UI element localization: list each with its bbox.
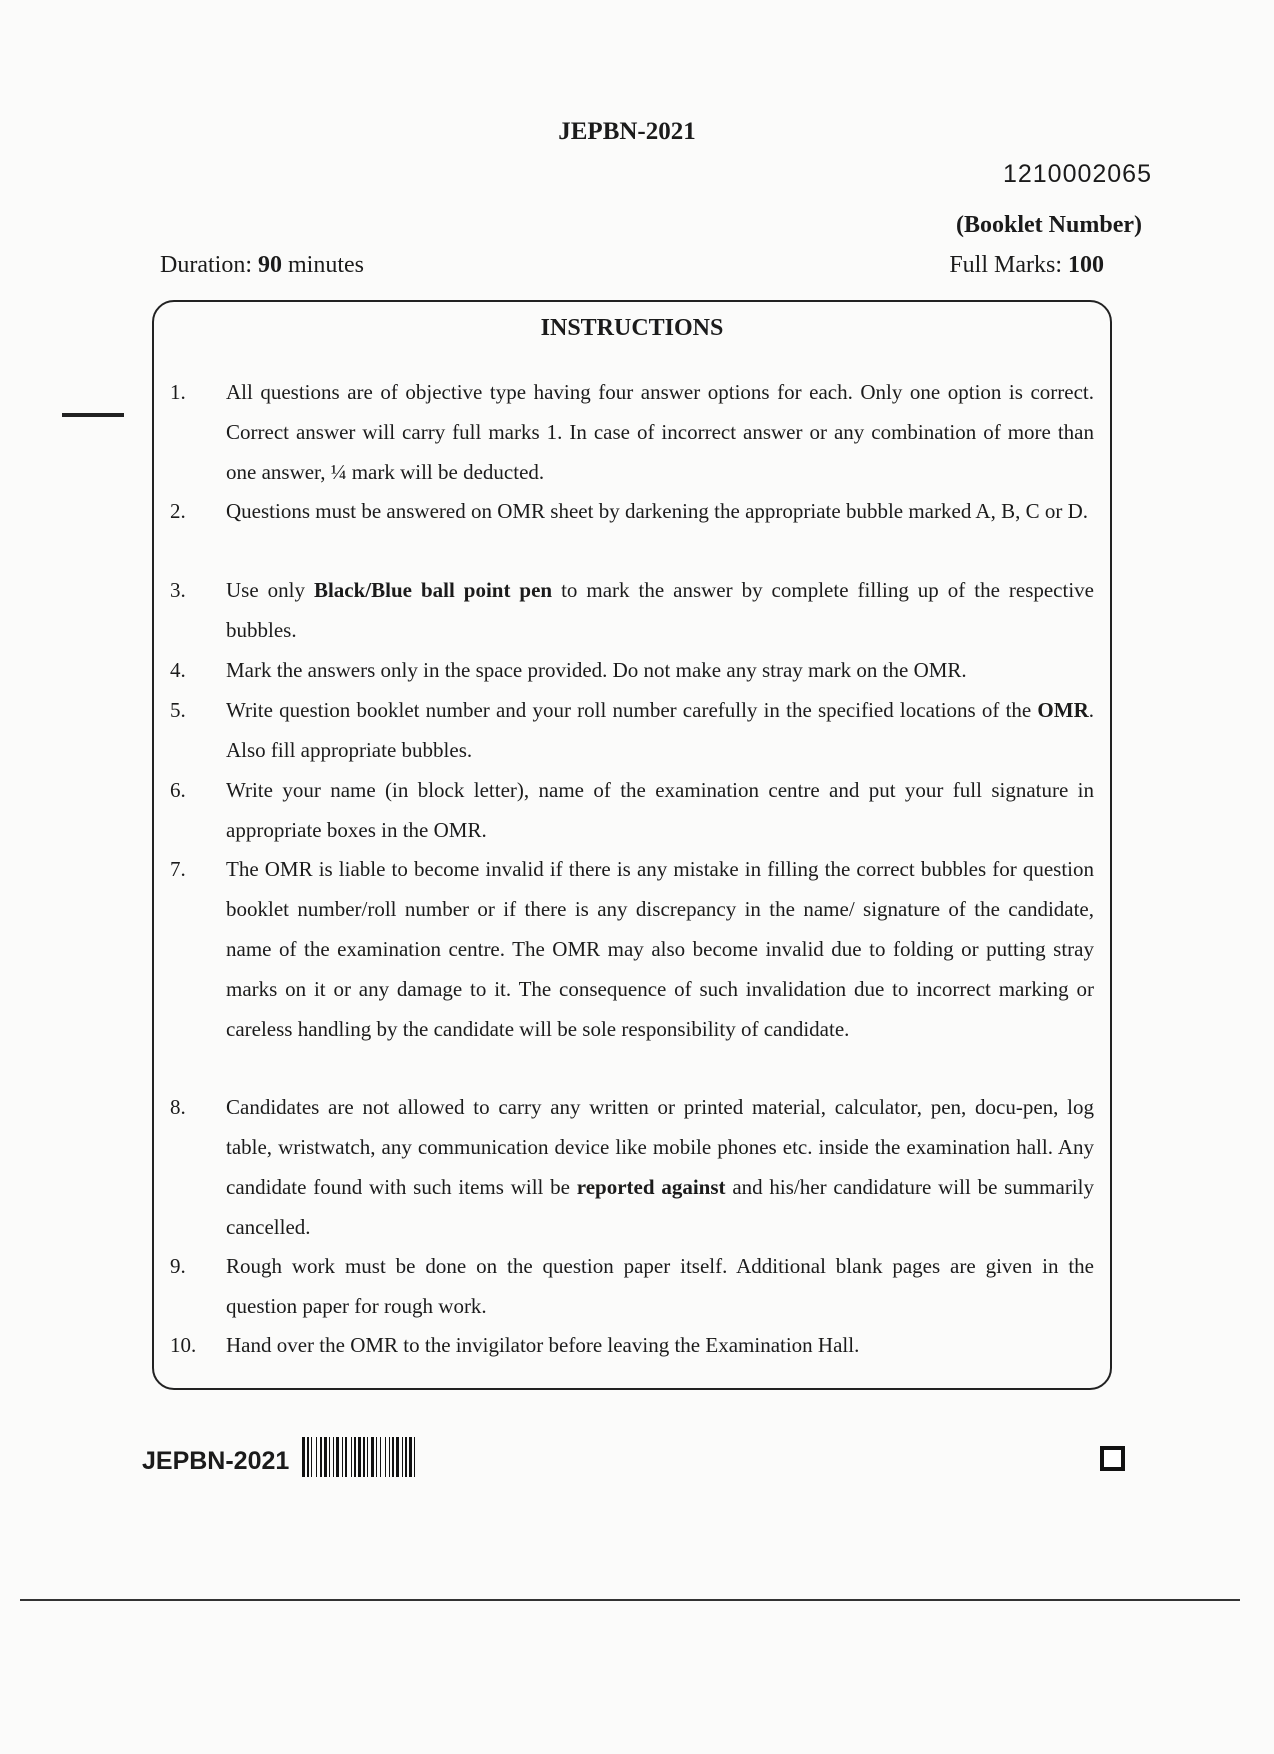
barcode-bar [392,1437,394,1477]
barcode-bar [376,1437,377,1477]
exam-code-title: JEPBN-2021 [558,118,696,145]
barcode-bar [320,1437,322,1477]
barcode-bar [402,1437,403,1477]
instruction-number: 6. [170,778,186,802]
instruction-segment: Candidates are not allowed to carry any written or printed material, calculator, pen, docu-pen, log table, wristwatch, any communication device like mobile phones etc. inside the examination hall. Any candidate found with such items will be [226,1095,1094,1199]
barcode-bar [367,1437,368,1477]
full-marks-label: Full Marks: [949,252,1068,278]
barcode-bar [307,1437,309,1477]
barcode-bar [302,1437,305,1477]
instruction-segment: to mark the answer by complete filling up of the respective bubbles. [226,578,1094,642]
instruction-segment-bold: reported against [576,1175,726,1199]
instruction-text [226,650,1094,690]
booklet-number-label: (Booklet Number) [956,212,1142,238]
instruction-segment-bold: Black/Blue ball point pen [313,578,553,602]
barcode-bar [405,1437,407,1477]
instruction-number: 10. [170,1333,197,1357]
instruction-number: 4. [170,658,186,682]
barcode-bar [385,1437,386,1477]
barcode-bar [311,1437,312,1477]
instruction-segment: The OMR is liable to become invalid if there is any mistake in filling the correct bubbles for question booklet number/roll number or if there is any discrepancy in the name/ signature of the candidate, name of the examination centre. The OMR may also become invalid due to folding or putting stray marks on it or any damage to it. The consequence of such invalidation due to incorrect marking or careless handling by the candidate will be sole responsibility of candidate. [226,857,1094,1041]
instruction-text [226,1246,1094,1326]
margin-mark [62,413,124,417]
instruction-text [226,491,1094,531]
instruction-segment: Rough work must be done on the question paper itself. Additional blank pages are given in the question paper for rough work. [226,1254,1094,1318]
barcode-bar [329,1437,330,1477]
instruction-number: 3. [170,578,186,602]
instruction-segment: Write your name (in block letter), name of the examination centre and put your full signature in appropriate boxes in the OMR. [226,778,1094,842]
barcode-bar [380,1437,381,1477]
barcode-bar [396,1437,399,1477]
instruction-segment: and his/her candidature will be summarily cancelled. [226,1175,1095,1239]
barcode-bar [371,1437,374,1477]
bottom-rule [20,1599,1240,1601]
instruction-text [226,690,1094,770]
duration [160,252,364,279]
instruction-segment: . Also fill appropriate bubbles. [226,698,1094,762]
instruction-number: 5. [170,698,186,722]
instruction-text [226,570,1094,650]
barcode-bar [409,1437,412,1477]
barcode-bar [389,1437,390,1477]
instruction-segment: Hand over the OMR to the invigilator before leaving the Examination Hall. [226,1333,860,1357]
footer-exam-code: JEPBN-2021 [142,1447,290,1475]
barcode-bar [345,1437,347,1477]
duration-unit: minutes [281,252,364,278]
barcode-bar [363,1437,365,1477]
instruction-text [226,849,1094,1049]
barcode-bar [351,1437,352,1477]
registration-square-icon [1100,1446,1125,1471]
full-marks-value: 100 [1068,252,1104,278]
instruction-segment: Use only [226,578,314,602]
barcode-bar [336,1437,339,1477]
barcode-bar [414,1437,415,1477]
instruction-text [226,1325,1094,1365]
instruction-segment: All questions are of objective type having four answer options for each. Only one option is correct. Correct answer will carry full marks 1. In case of incorrect answer or any combination of more than one answer, ¼ mark will be deducted. [226,380,1094,484]
instruction-text [226,770,1094,850]
duration-value: 90 [257,252,282,278]
barcode-bar [358,1437,361,1477]
barcode-bar [342,1437,343,1477]
barcode-bar [316,1437,317,1477]
instruction-segment: Questions must be answered on OMR sheet by darkening the appropriate bubble marked A, B, C or D. [226,499,1088,523]
instruction-segment: Write question booklet number and your roll number carefully in the specified locations of the [226,698,1038,722]
barcode-bar [333,1437,334,1477]
instructions-title: INSTRUCTIONS [540,315,724,341]
barcode-bar [354,1437,356,1477]
instruction-number: 8. [170,1095,186,1119]
instruction-segment-bold: OMR [1037,698,1089,722]
instruction-text [226,372,1094,492]
booklet-number: 1210002065 [1002,160,1152,188]
barcode-icon [302,1437,530,1477]
instruction-number: 9. [170,1254,186,1278]
barcode-bar [324,1437,327,1477]
instruction-segment: Mark the answers only in the space provided. Do not make any stray mark on the OMR. [226,658,967,682]
instruction-number: 1. [170,380,186,404]
instruction-number: 7. [170,857,186,881]
duration-label: Duration: [160,252,258,278]
full-marks [949,252,1104,279]
instruction-text [226,1087,1094,1247]
instruction-number: 2. [170,499,186,523]
